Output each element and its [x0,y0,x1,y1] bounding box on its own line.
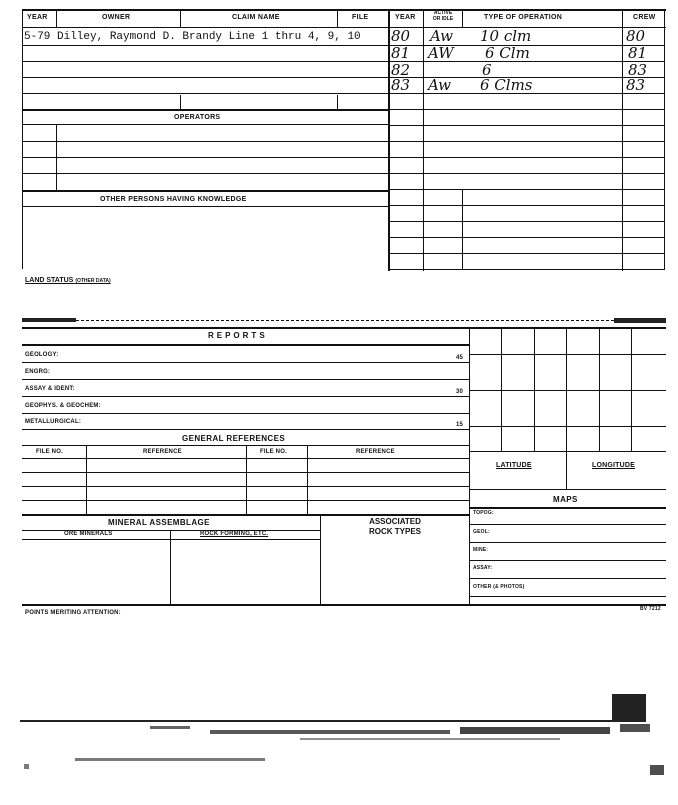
ref-header-file-no: FILE NO. [36,449,63,455]
land-status-title: LAND STATUS [25,277,74,284]
map-row-mine: MINE: [473,547,489,553]
general-references-title: GENERAL REFERENCES [182,434,286,443]
ref-header-reference-2: REFERENCE [356,449,395,455]
map-row-topog: TOPOG: [473,510,494,516]
owner-entry: 5-79 Dilley, Raymond D. Brandy Line 1 thru 4, 9, 10 [24,31,361,43]
header-active-idle: ACTIVE OR IDLE [432,10,454,22]
header-year-2: YEAR [395,14,416,21]
points-meriting-label: POINTS MERITING ATTENTION: [25,610,121,616]
ore-minerals-label: ORE MINERALS [64,531,113,537]
reports-title: R E P O R T S [208,331,266,340]
associated-rock-types-label: ASSOCIATED ROCK TYPES [368,517,421,536]
header-owner: OWNER [102,14,131,21]
header-year: YEAR [27,14,48,21]
ref-header-reference: REFERENCE [143,449,182,455]
others-title: OTHER PERSONS HAVING KNOWLEDGE [100,196,247,203]
map-row-geol: GEOL: [473,529,490,535]
ref-header-file-no-2: FILE NO. [260,449,287,455]
form-code: BV 7212 [640,606,661,612]
land-status-subtitle: (OTHER DATA) [75,278,111,284]
map-row-other: OTHER (& PHOTOS) [473,584,525,590]
rock-forming-label: ROCK FORMING, ETC. [200,531,269,537]
header-crew: CREW [633,14,656,21]
map-row-assay: ASSAY: [473,565,493,571]
latitude-label: LATITUDE [496,462,532,469]
maps-title: MAPS [553,495,578,504]
operators-title: OPERATORS [174,114,221,121]
mineral-assemblage-title: MINERAL ASSEMBLAGE [108,518,210,527]
longitude-label: LONGITUDE [592,462,636,469]
header-type-of-operation: TYPE OF OPERATION [484,14,563,21]
header-claim-name: CLAIM NAME [232,14,280,21]
header-file: FILE [352,14,369,21]
